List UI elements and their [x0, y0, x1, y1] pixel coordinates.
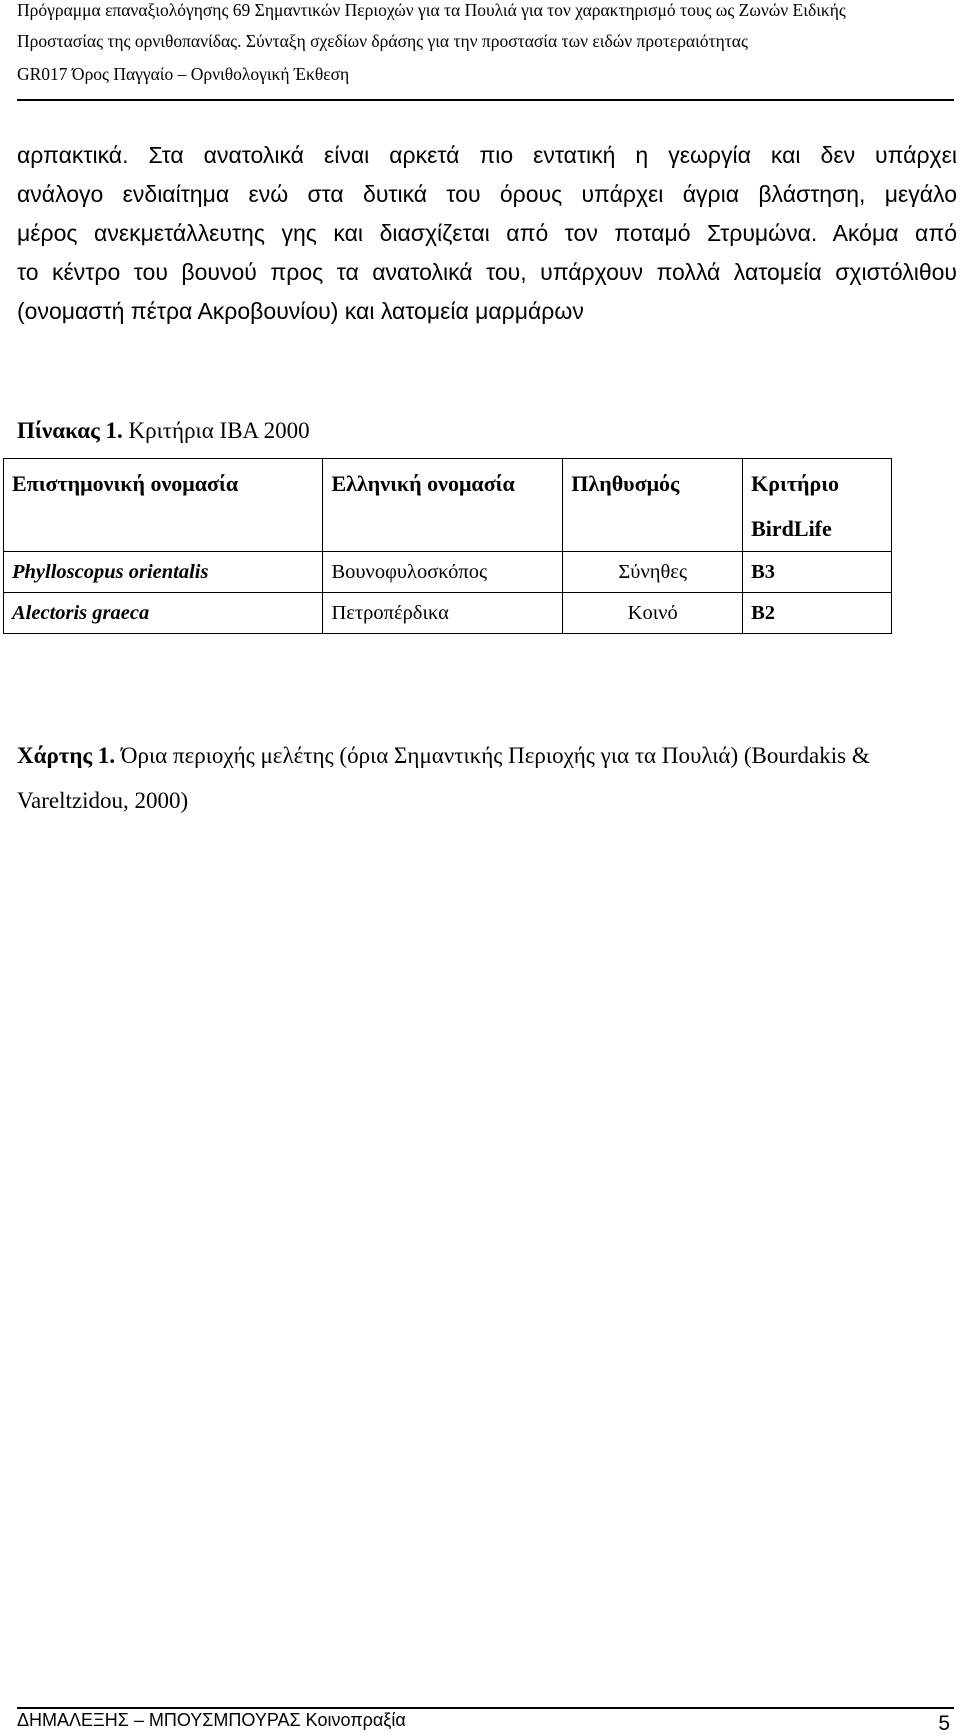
cell-scientific-name: Alectoris graeca [4, 593, 323, 634]
map-caption-label: Χάρτης 1. [17, 743, 116, 768]
footer-divider [17, 1707, 954, 1709]
table-row [4, 552, 892, 593]
map-caption [17, 733, 947, 823]
footer-text: ΔΗΜΑΛΕΞΗΣ – ΜΠΟΥΣΜΠΟΥΡΑΣ Κοινοπραξία [17, 1710, 406, 1730]
header-line-1: Πρόγραμμα επαναξιολόγησης 69 Σημαντικών Περιοχών για τα Πουλιά για τον χαρακτηρισμό τους ως Ζωνών Ειδικής [17, 0, 846, 20]
cell-greek-name: Πετροπέρδικα [323, 593, 563, 634]
body-line: μέρος ανεκμετάλλευτης γης και διασχίζεται από τον ποταμό Στρυμώνα. Ακόμα από [17, 220, 957, 246]
cell-greek-name: Βουνοφυλοσκόπος [323, 552, 563, 593]
table-caption-label: Πίνακας 1. [17, 418, 123, 443]
body-line: αρπακτικά. Στα ανατολικά είναι αρκετά πιο εντατική η γεωργία και δεν υπάρχει [17, 142, 957, 168]
page-number: 5 [938, 1712, 950, 1735]
body-paragraph [17, 136, 957, 331]
table-caption [17, 418, 310, 444]
header-scientific-name: Επιστημονική ονομασία [4, 459, 323, 552]
header-population: Πληθυσμός [563, 459, 743, 552]
table-header-row [4, 459, 892, 552]
header-divider [17, 99, 954, 101]
species-table [3, 458, 892, 634]
cell-scientific-name: Phylloscopus orientalis [4, 552, 323, 593]
table-row [4, 593, 892, 634]
cell-criterion: B2 [743, 593, 892, 634]
map-caption-text: Όρια περιοχής μελέτης (όρια Σημαντικής Περιοχής για τα Πουλιά) (Bourdakis & Vareltzidou, 2000) [17, 743, 870, 813]
page-header [17, 0, 954, 84]
header-line-2: Προστασίας της ορνιθοπανίδας. Σύνταξη σχεδίων δράσης για την προστασία των ειδών προτεραιότητας [17, 31, 748, 51]
header-birdlife-criterion: Κριτήριο BirdLife [743, 459, 892, 552]
cell-population: Σύνηθες [563, 552, 743, 593]
cell-criterion: B3 [743, 552, 892, 593]
body-line: (ονομαστή πέτρα Ακροβουνίου) και λατομεία μαρμάρων [17, 298, 584, 324]
body-line: το κέντρο του βουνού προς τα ανατολικά του, υπάρχουν πολλά λατομεία σχιστόλιθου [17, 259, 957, 285]
table-caption-text: Κριτήρια IBA 2000 [122, 418, 310, 443]
cell-population: Κοινό [563, 593, 743, 634]
header-greek-name: Ελληνική ονομασία [323, 459, 563, 552]
header-line-3: GR017 Όρος Παγγαίο – Ορνιθολογική Έκθεση [17, 64, 350, 84]
body-line: ανάλογο ενδιαίτημα ενώ στα δυτικά του όρους υπάρχει άγρια βλάστηση, μεγάλο [17, 181, 957, 207]
